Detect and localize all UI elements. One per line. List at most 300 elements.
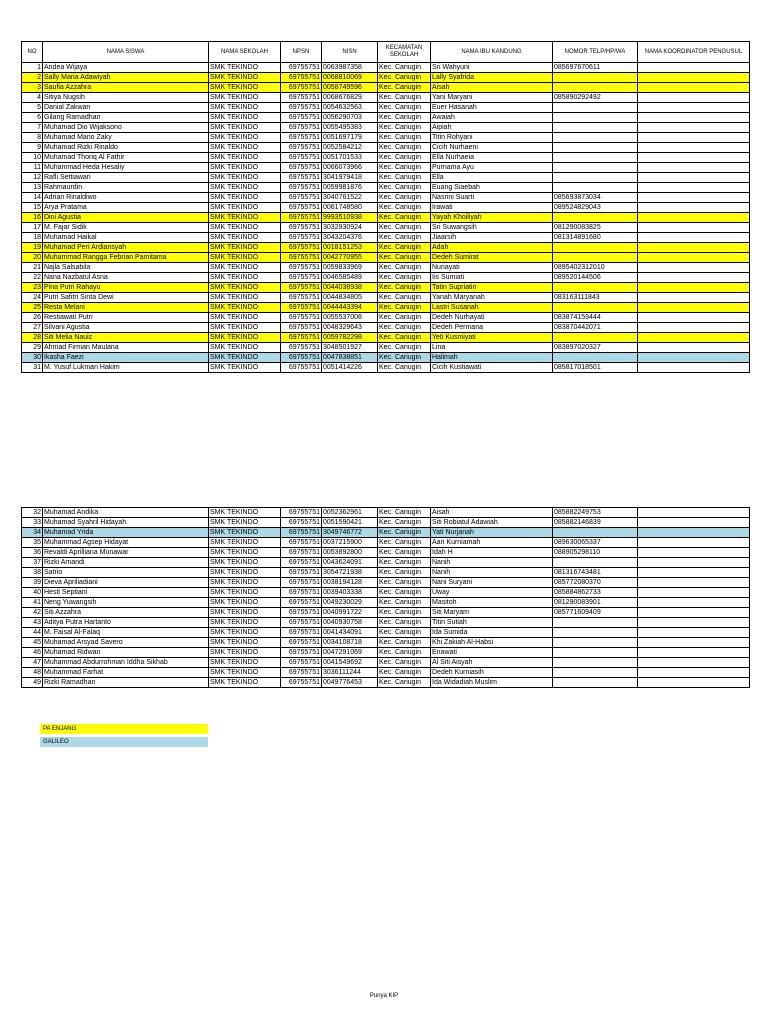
cell-kecamatan: Kec. Cariugin <box>378 173 431 183</box>
cell-telp <box>553 558 638 568</box>
cell-nama-sekolah: SMK TEKINDO <box>209 123 281 133</box>
cell-nama-ibu: Siti Robiatul Adawiah <box>431 518 553 528</box>
cell-nama-siswa: Muhamad Rizki Rinaldo <box>43 143 209 153</box>
cell-nama-sekolah: SMK TEKINDO <box>209 183 281 193</box>
cell-nisn: 3048501927 <box>322 343 378 353</box>
cell-kecamatan: Kec. Cariugin <box>378 628 431 638</box>
cell-nama-sekolah: SMK TEKINDO <box>209 638 281 648</box>
cell-nama-siswa: Muhamad Haikal <box>43 233 209 243</box>
cell-nisn: 0054632563 <box>322 103 378 113</box>
cell-no: 18 <box>22 233 43 243</box>
cell-npsn: 69755751 <box>281 578 322 588</box>
cell-kecamatan: Kec. Cariugin <box>378 608 431 618</box>
cell-nisn: 0056290703 <box>322 113 378 123</box>
cell-nisn: 9993510938 <box>322 213 378 223</box>
cell-telp: 081290083825 <box>553 223 638 233</box>
cell-nama-sekolah: SMK TEKINDO <box>209 63 281 73</box>
cell-nisn: 0055495383 <box>322 123 378 133</box>
cell-no: 30 <box>22 353 43 363</box>
cell-no: 32 <box>22 508 43 518</box>
cell-nama-siswa: Pina Putri Rahayu <box>43 283 209 293</box>
cell-kecamatan: Kec. Cariugin <box>378 303 431 313</box>
cell-npsn: 69755751 <box>281 538 322 548</box>
cell-telp: 083874159444 <box>553 313 638 323</box>
cell-kecamatan: Kec. Cariugin <box>378 203 431 213</box>
cell-kecamatan: Kec. Cariugin <box>378 293 431 303</box>
cell-nama-siswa: Muhamad Dio Wijaksono <box>43 123 209 133</box>
cell-nama-sekolah: SMK TEKINDO <box>209 273 281 283</box>
cell-kecamatan: Kec. Cariugin <box>378 93 431 103</box>
cell-koordinator <box>638 223 750 233</box>
cell-koordinator <box>638 303 750 313</box>
table-row <box>22 598 750 608</box>
cell-nama-siswa: Sitiya Nugsih <box>43 93 209 103</box>
cell-koordinator <box>638 123 750 133</box>
cell-no: 20 <box>22 253 43 263</box>
cell-nama-siswa: Muhamad Thoriq Al Fathir <box>43 153 209 163</box>
cell-npsn: 69755751 <box>281 528 322 538</box>
cell-nama-ibu: Siti Maryam <box>431 608 553 618</box>
cell-koordinator <box>638 568 750 578</box>
cell-telp <box>553 133 638 143</box>
table-row <box>22 203 750 213</box>
cell-koordinator <box>638 143 750 153</box>
cell-nisn: 0041549692 <box>322 658 378 668</box>
table-row <box>22 538 750 548</box>
cell-nama-sekolah: SMK TEKINDO <box>209 323 281 333</box>
cell-koordinator <box>638 103 750 113</box>
cell-npsn: 69755751 <box>281 173 322 183</box>
header-no: NO <box>22 42 43 63</box>
cell-nama-siswa: Rafli Settiawan <box>43 173 209 183</box>
table-row <box>22 63 750 73</box>
cell-koordinator <box>638 608 750 618</box>
cell-nama-ibu: Idah H <box>431 548 553 558</box>
cell-nama-ibu: Dedeh Sumirat <box>431 253 553 263</box>
cell-npsn: 69755751 <box>281 628 322 638</box>
cell-nisn: 3032930924 <box>322 223 378 233</box>
cell-koordinator <box>638 638 750 648</box>
cell-telp: 085817018501 <box>553 363 638 373</box>
cell-no: 35 <box>22 538 43 548</box>
cell-npsn: 69755751 <box>281 648 322 658</box>
cell-nama-ibu: Lally Syafrida <box>431 73 553 83</box>
cell-nisn: 0038194128 <box>322 578 378 588</box>
cell-nama-siswa: Muhamad Syahril Hidayah <box>43 518 209 528</box>
table-row <box>22 508 750 518</box>
cell-nama-ibu: Yayah Khoiliyah <box>431 213 553 223</box>
cell-nama-siswa: Muhamad Andika <box>43 508 209 518</box>
cell-koordinator <box>638 213 750 223</box>
cell-nama-siswa: Dini Agustia <box>43 213 209 223</box>
cell-koordinator <box>638 233 750 243</box>
cell-kecamatan: Kec. Cariugin <box>378 333 431 343</box>
cell-nama-ibu: Lina <box>431 343 553 353</box>
cell-kecamatan: Kec. Cariugin <box>378 213 431 223</box>
cell-no: 12 <box>22 173 43 183</box>
cell-telp <box>553 303 638 313</box>
cell-nama-ibu: Irawati <box>431 203 553 213</box>
cell-nama-siswa: Muhammad Agsep Hidayat <box>43 538 209 548</box>
table-row <box>22 93 750 103</box>
cell-nisn: 0059981876 <box>322 183 378 193</box>
cell-telp: 081290083901 <box>553 598 638 608</box>
cell-koordinator <box>638 323 750 333</box>
cell-telp: 085771609409 <box>553 608 638 618</box>
cell-npsn: 69755751 <box>281 183 322 193</box>
header-kecamatan: KECAMATAN SEKOLAH <box>378 42 431 63</box>
cell-nisn: 0051697179 <box>322 133 378 143</box>
cell-nama-ibu: Aan Kurniamah <box>431 538 553 548</box>
cell-nama-siswa: Resta Melani <box>43 303 209 313</box>
cell-kecamatan: Kec. Cariugin <box>378 133 431 143</box>
cell-telp <box>553 153 638 163</box>
cell-nisn: 0042770955 <box>322 253 378 263</box>
cell-nisn: 0068676829 <box>322 93 378 103</box>
cell-nama-ibu: Halimah <box>431 353 553 363</box>
cell-nisn: 3041979418 <box>322 173 378 183</box>
table-row <box>22 638 750 648</box>
cell-telp: 089630065337 <box>553 538 638 548</box>
cell-nama-sekolah: SMK TEKINDO <box>209 293 281 303</box>
cell-nama-siswa: Sally Maria Adawiyah <box>43 73 209 83</box>
cell-nama-siswa: Dieva Apriliadiani <box>43 578 209 588</box>
cell-npsn: 69755751 <box>281 678 322 688</box>
cell-nama-ibu: Yeti Kusmiyati <box>431 333 553 343</box>
cell-nama-sekolah: SMK TEKINDO <box>209 253 281 263</box>
cell-nama-ibu: Nani Suryani <box>431 578 553 588</box>
cell-no: 28 <box>22 333 43 343</box>
student-table-1 <box>21 41 750 373</box>
table-row <box>22 153 750 163</box>
cell-nama-ibu: Nuriayati <box>431 263 553 273</box>
cell-npsn: 69755751 <box>281 618 322 628</box>
table-row <box>22 183 750 193</box>
cell-no: 48 <box>22 668 43 678</box>
cell-nisn: 0040930758 <box>322 618 378 628</box>
cell-nama-sekolah: SMK TEKINDO <box>209 113 281 123</box>
cell-kecamatan: Kec. Cariugin <box>378 618 431 628</box>
cell-npsn: 69755751 <box>281 263 322 273</box>
cell-npsn: 69755751 <box>281 143 322 153</box>
cell-nisn: 0052584212 <box>322 143 378 153</box>
cell-npsn: 69755751 <box>281 153 322 163</box>
cell-nama-sekolah: SMK TEKINDO <box>209 93 281 103</box>
cell-telp: 089524829043 <box>553 203 638 213</box>
cell-koordinator <box>638 153 750 163</box>
table-1-body <box>22 63 750 373</box>
cell-no: 34 <box>22 528 43 538</box>
table-row <box>22 648 750 658</box>
cell-koordinator <box>638 203 750 213</box>
cell-telp <box>553 628 638 638</box>
header-nama-ibu: NAMA IBU KANDUNG <box>431 42 553 63</box>
table-row <box>22 343 750 353</box>
cell-telp: 089520144506 <box>553 273 638 283</box>
cell-no: 23 <box>22 283 43 293</box>
header-nama-siswa: NAMA SISWA <box>43 42 209 63</box>
cell-nama-sekolah: SMK TEKINDO <box>209 243 281 253</box>
header-nama-sekolah: NAMA SEKOLAH <box>209 42 281 63</box>
cell-kecamatan: Kec. Cariugin <box>378 183 431 193</box>
cell-no: 8 <box>22 133 43 143</box>
cell-nisn: 3036111244 <box>322 668 378 678</box>
cell-koordinator <box>638 588 750 598</box>
cell-npsn: 69755751 <box>281 223 322 233</box>
cell-nama-siswa: Andea Wijaya <box>43 63 209 73</box>
cell-nama-ibu: Aisah <box>431 508 553 518</box>
cell-nama-ibu: Ella Nurhaeia <box>431 153 553 163</box>
cell-no: 10 <box>22 153 43 163</box>
table-row <box>22 73 750 83</box>
cell-nama-sekolah: SMK TEKINDO <box>209 528 281 538</box>
cell-nama-sekolah: SMK TEKINDO <box>209 588 281 598</box>
cell-nama-siswa: Rahmaurdin <box>43 183 209 193</box>
cell-nama-ibu: Euang Siaebah <box>431 183 553 193</box>
cell-npsn: 69755751 <box>281 83 322 93</box>
cell-telp <box>553 668 638 678</box>
cell-kecamatan: Kec. Cariugin <box>378 363 431 373</box>
cell-koordinator <box>638 183 750 193</box>
cell-no: 5 <box>22 103 43 113</box>
cell-nisn: 3040761522 <box>322 193 378 203</box>
cell-koordinator <box>638 73 750 83</box>
cell-kecamatan: Kec. Cariugin <box>378 313 431 323</box>
cell-no: 36 <box>22 548 43 558</box>
cell-npsn: 69755751 <box>281 558 322 568</box>
cell-koordinator <box>638 283 750 293</box>
cell-npsn: 69755751 <box>281 193 322 203</box>
cell-nama-ibu: Jiaarsih <box>431 233 553 243</box>
cell-koordinator <box>638 668 750 678</box>
cell-no: 38 <box>22 568 43 578</box>
cell-no: 27 <box>22 323 43 333</box>
cell-koordinator <box>638 263 750 273</box>
cell-nama-sekolah: SMK TEKINDO <box>209 83 281 93</box>
cell-nama-siswa: Najla Salsabila <box>43 263 209 273</box>
cell-nama-sekolah: SMK TEKINDO <box>209 233 281 243</box>
cell-no: 7 <box>22 123 43 133</box>
cell-nama-siswa: Adrian Rinaldiwo <box>43 193 209 203</box>
cell-nama-sekolah: SMK TEKINDO <box>209 628 281 638</box>
cell-nisn: 0061748580 <box>322 203 378 213</box>
cell-npsn: 69755751 <box>281 113 322 123</box>
cell-nama-ibu: Titin Sutiah <box>431 618 553 628</box>
cell-nisn: 0041434091 <box>322 628 378 638</box>
cell-nama-sekolah: SMK TEKINDO <box>209 618 281 628</box>
table-row <box>22 548 750 558</box>
cell-kecamatan: Kec. Cariugin <box>378 113 431 123</box>
cell-telp: 0895402312010 <box>553 263 638 273</box>
cell-nisn: 0059833969 <box>322 263 378 273</box>
table-row <box>22 123 750 133</box>
cell-nisn: 3043204376 <box>322 233 378 243</box>
cell-nama-siswa: Muhammad Rangga Febrian Pamitama <box>43 253 209 263</box>
cell-no: 37 <box>22 558 43 568</box>
cell-no: 16 <box>22 213 43 223</box>
table-row <box>22 678 750 688</box>
cell-nama-siswa: Muhamad Yrida <box>43 528 209 538</box>
cell-kecamatan: Kec. Cariugin <box>378 243 431 253</box>
cell-koordinator <box>638 253 750 263</box>
cell-no: 17 <box>22 223 43 233</box>
cell-nama-ibu: Cicih Kustiawati <box>431 363 553 373</box>
cell-telp <box>553 528 638 538</box>
cell-kecamatan: Kec. Cariugin <box>378 558 431 568</box>
cell-koordinator <box>638 113 750 123</box>
cell-telp: 085693873034 <box>553 193 638 203</box>
cell-nisn: 0055537008 <box>322 313 378 323</box>
table-row <box>22 163 750 173</box>
cell-nisn: 0044443394 <box>322 303 378 313</box>
cell-npsn: 69755751 <box>281 548 322 558</box>
cell-nisn: 0066073966 <box>322 163 378 173</box>
cell-no: 49 <box>22 678 43 688</box>
cell-nama-siswa: Putri Safitri Sinta Dewi <box>43 293 209 303</box>
cell-telp <box>553 333 638 343</box>
cell-nama-ibu: Masitoh <box>431 598 553 608</box>
cell-koordinator <box>638 528 750 538</box>
table-row <box>22 618 750 628</box>
cell-nama-siswa: Rizki Ramadhan <box>43 678 209 688</box>
cell-nama-sekolah: SMK TEKINDO <box>209 333 281 343</box>
cell-nama-ibu: Purnama Ayu <box>431 163 553 173</box>
cell-kecamatan: Kec. Cariugin <box>378 233 431 243</box>
table-row <box>22 223 750 233</box>
cell-kecamatan: Kec. Cariugin <box>378 638 431 648</box>
legend-yellow: PA ENJANG <box>40 724 208 734</box>
cell-koordinator <box>638 63 750 73</box>
cell-nama-sekolah: SMK TEKINDO <box>209 133 281 143</box>
table-row <box>22 293 750 303</box>
cell-nama-sekolah: SMK TEKINDO <box>209 598 281 608</box>
cell-nama-ibu: Sri Suwangsih <box>431 223 553 233</box>
cell-nama-ibu: Al Siti Aisyah <box>431 658 553 668</box>
cell-nama-ibu: Nanih <box>431 558 553 568</box>
cell-kecamatan: Kec. Cariugin <box>378 223 431 233</box>
cell-nama-siswa: Aditya Putra Hartanto <box>43 618 209 628</box>
cell-nama-siswa: Saufia Azzahra <box>43 83 209 93</box>
cell-nama-ibu: Awaiah <box>431 113 553 123</box>
cell-nama-sekolah: SMK TEKINDO <box>209 578 281 588</box>
cell-kecamatan: Kec. Cariugin <box>378 678 431 688</box>
cell-koordinator <box>638 313 750 323</box>
cell-nama-sekolah: SMK TEKINDO <box>209 263 281 273</box>
cell-nama-siswa: M. Faisal Al-Falaq <box>43 628 209 638</box>
cell-kecamatan: Kec. Cariugin <box>378 578 431 588</box>
cell-nama-sekolah: SMK TEKINDO <box>209 283 281 293</box>
cell-npsn: 69755751 <box>281 203 322 213</box>
cell-no: 26 <box>22 313 43 323</box>
cell-nisn: 3054721938 <box>322 568 378 578</box>
cell-nama-siswa: M. Fajar Sidik <box>43 223 209 233</box>
cell-kecamatan: Kec. Cariugin <box>378 353 431 363</box>
table-row <box>22 668 750 678</box>
cell-telp <box>553 113 638 123</box>
cell-no: 47 <box>22 658 43 668</box>
table-2-body <box>22 508 750 688</box>
cell-no: 43 <box>22 618 43 628</box>
cell-koordinator <box>638 578 750 588</box>
cell-telp <box>553 638 638 648</box>
cell-npsn: 69755751 <box>281 163 322 173</box>
cell-kecamatan: Kec. Cariugin <box>378 143 431 153</box>
cell-nama-siswa: Muhammad Farhat <box>43 668 209 678</box>
cell-koordinator <box>638 658 750 668</box>
cell-telp: 085890292492 <box>553 93 638 103</box>
cell-nisn: 0058749596 <box>322 83 378 93</box>
cell-nisn: 0047291069 <box>322 648 378 658</box>
cell-nama-sekolah: SMK TEKINDO <box>209 363 281 373</box>
cell-npsn: 69755751 <box>281 243 322 253</box>
cell-koordinator <box>638 508 750 518</box>
cell-kecamatan: Kec. Cariugin <box>378 648 431 658</box>
cell-koordinator <box>638 243 750 253</box>
cell-nama-ibu: Nanih <box>431 568 553 578</box>
cell-nama-siswa: M. Yusuf Lukman Hakim <box>43 363 209 373</box>
cell-nama-siswa: Revaldi Aprilliana Munawar <box>43 548 209 558</box>
cell-nama-ibu: Yani Maryani <box>431 93 553 103</box>
cell-telp: 081314891680 <box>553 233 638 243</box>
cell-no: 13 <box>22 183 43 193</box>
cell-npsn: 69755751 <box>281 273 322 283</box>
header-npsn: NPSN <box>281 42 322 63</box>
cell-kecamatan: Kec. Cariugin <box>378 73 431 83</box>
cell-koordinator <box>638 618 750 628</box>
cell-nisn: 0049776453 <box>322 678 378 688</box>
cell-nisn: 0051414226 <box>322 363 378 373</box>
cell-no: 19 <box>22 243 43 253</box>
cell-no: 31 <box>22 363 43 373</box>
cell-telp <box>553 123 638 133</box>
table-row <box>22 193 750 203</box>
cell-koordinator <box>638 628 750 638</box>
cell-nisn: 0047838851 <box>322 353 378 363</box>
cell-no: 6 <box>22 113 43 123</box>
cell-npsn: 69755751 <box>281 253 322 263</box>
cell-telp: 085882249753 <box>553 508 638 518</box>
cell-nama-sekolah: SMK TEKINDO <box>209 548 281 558</box>
header-telp: NOMOR TELP/HP/WA <box>553 42 638 63</box>
cell-nama-ibu: Yanah Maryanah <box>431 293 553 303</box>
cell-koordinator <box>638 598 750 608</box>
cell-telp <box>553 283 638 293</box>
cell-nisn: 0037215900 <box>322 538 378 548</box>
page-footer: Punya KIP <box>369 993 399 999</box>
cell-nisn: 0043624091 <box>322 558 378 568</box>
cell-nama-siswa: Rizki Amandi <box>43 558 209 568</box>
cell-nama-siswa: Ikasha Faezi <box>43 353 209 363</box>
student-table-2 <box>21 507 750 688</box>
cell-kecamatan: Kec. Cariugin <box>378 568 431 578</box>
cell-telp: 081316743481 <box>553 568 638 578</box>
cell-kecamatan: Kec. Cariugin <box>378 658 431 668</box>
cell-nama-ibu: Aipiah <box>431 123 553 133</box>
cell-nama-siswa: Neng Yuwangsih <box>43 598 209 608</box>
cell-kecamatan: Kec. Cariugin <box>378 263 431 273</box>
cell-npsn: 69755751 <box>281 63 322 73</box>
cell-nama-siswa: Arya Pratama <box>43 203 209 213</box>
cell-nama-sekolah: SMK TEKINDO <box>209 143 281 153</box>
header-nisn: NISN <box>322 42 378 63</box>
table-row <box>22 103 750 113</box>
table-row <box>22 353 750 363</box>
cell-kecamatan: Kec. Cariugin <box>378 283 431 293</box>
cell-nama-sekolah: SMK TEKINDO <box>209 568 281 578</box>
cell-telp <box>553 83 638 93</box>
cell-npsn: 69755751 <box>281 588 322 598</box>
cell-kecamatan: Kec. Cariugin <box>378 253 431 263</box>
